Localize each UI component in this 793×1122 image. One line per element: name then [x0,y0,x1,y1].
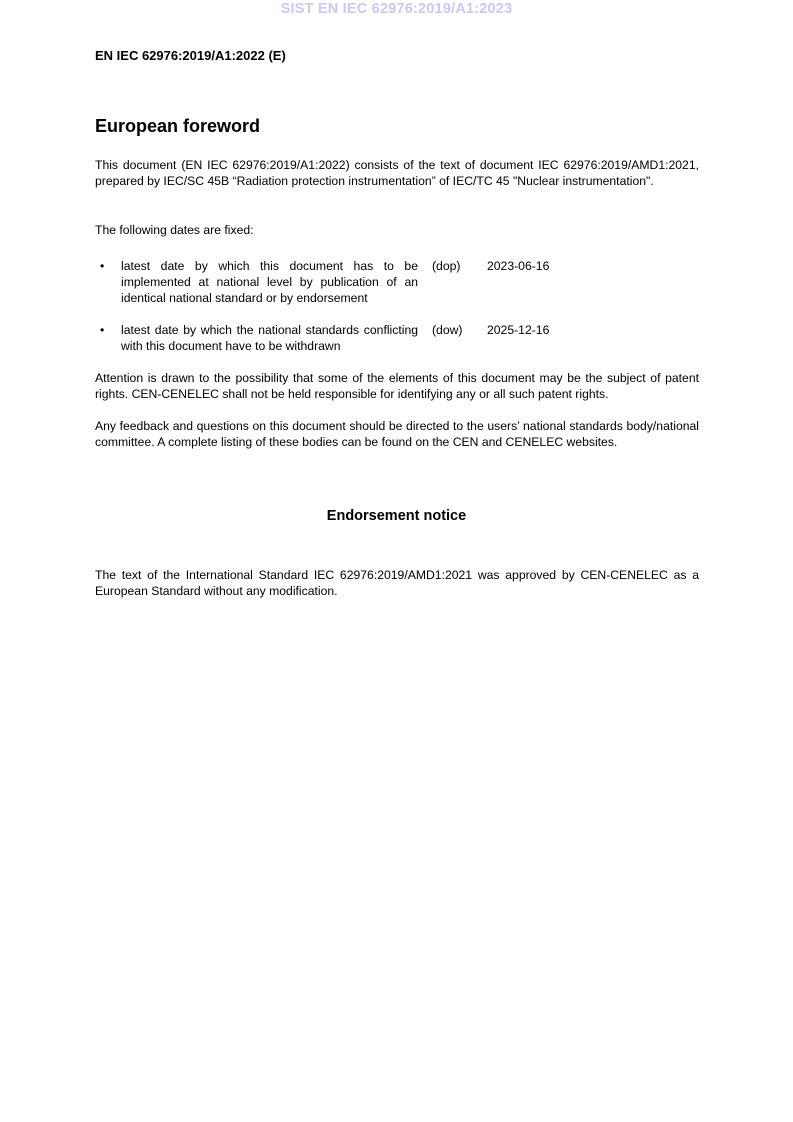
endorsement-paragraph: The text of the International Standard IEC 62976:2019/AMD1:2021 was approved by CEN-CENELEC as a European Standard without any modification. [95,568,699,599]
document-identifier: EN IEC 62976:2019/A1:2022 (E) [95,48,286,63]
watermark: SIST EN IEC 62976:2019/A1:2023 [280,1,513,17]
date-item-date: 2025-12-16 [487,323,550,337]
bullet-icon: • [100,323,105,337]
dates-intro-paragraph: The following dates are fixed: [95,223,254,237]
date-item-description: latest date by which this document has to be implemented at national level by publication of an identical national standard or by endorsement [121,259,418,306]
foreword-intro-paragraph: This document (EN IEC 62976:2019/A1:2022) consists of the text of document IEC 62976:2019/AMD1:2021, prepared by IEC/SC 45B “Radiation protection instrumentation” of IEC/TC 45 "Nuclear instrumentation". [95,158,699,189]
date-item-date: 2023-06-16 [487,259,550,273]
bullet-icon: • [100,259,105,273]
date-item-description: latest date by which the national standards conflicting with this document have to be withdrawn [121,323,418,354]
feedback-paragraph: Any feedback and questions on this document should be directed to the users’ national standards body/national committee. A complete listing of these bodies can be found on the CEN and CENELEC websites. [95,419,699,450]
date-item-code: (dop) [432,259,461,273]
section-title-endorsement-notice: Endorsement notice [326,508,467,524]
date-item-code: (dow) [432,323,463,337]
patent-rights-paragraph: Attention is drawn to the possibility that some of the elements of this document may be the subject of patent rights. CEN-CENELEC shall not be held responsible for identifying any or all such patent rights. [95,371,699,402]
section-title-european-foreword: European foreword [95,116,261,136]
